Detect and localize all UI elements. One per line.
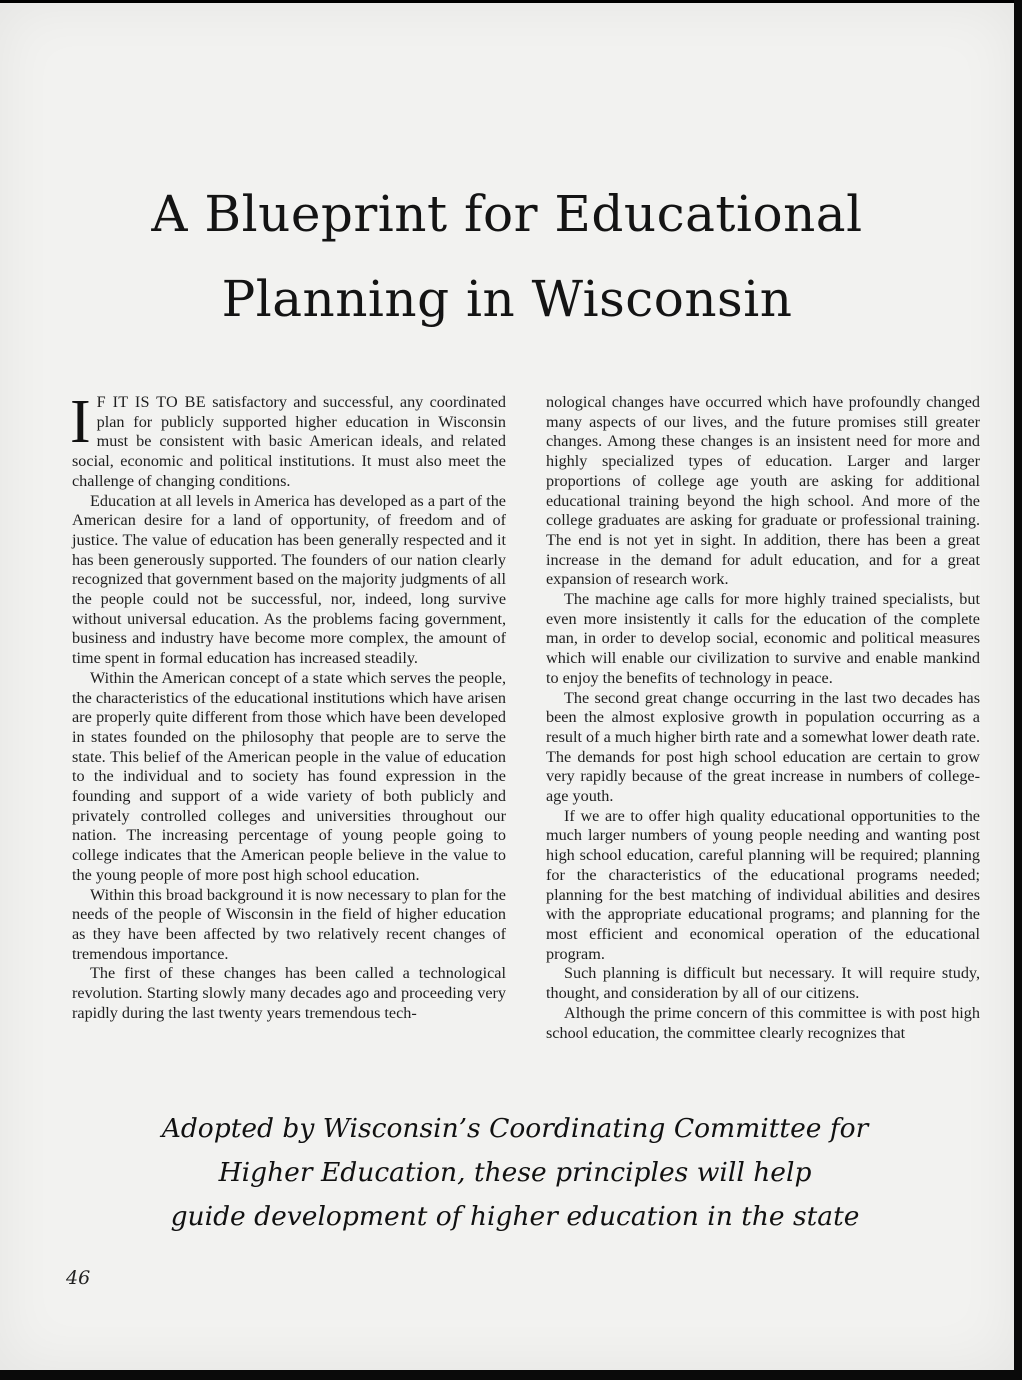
continued-paragraph: nological changes have occurred which have profoundly changed many aspects of our lives, and the future promises still greater changes. Among these changes is an insistent need for more and highly specialized types of education. Larger and larger proportions of college age youth are asking for additional educational training beyond the high school. And more of the college graduates are asking for graduate or professional training. The end is not yet in sight. In addition, there has been a great increase in the demand for adult education, and for a great expansion of research work. xyxy=(546,393,980,589)
intro-lead-caps: F IT IS TO BE xyxy=(96,393,206,411)
body-paragraph: Such planning is difficult but necessary. It will require study, thought, and consideration by all of our citizens. xyxy=(546,964,980,1003)
intro-body: satisfactory and successful, any coordinated plan for publicly supported higher education in Wisconsin must be consistent with basic American ideals, and related social, economic and political institutions. It must also meet the challenge of changing conditions. xyxy=(72,393,506,490)
body-paragraph: The first of these changes has been called a technological revolution. Starting slowly many decades ago and proceeding very rapidly during the last twenty years tremendous tech- xyxy=(72,964,506,1022)
tagline-line-1: Adopted by Wisconsin’s Coordinating Committee for xyxy=(161,1113,869,1144)
article-title-line-1: A Blueprint for Educational xyxy=(151,185,863,243)
magazine-page xyxy=(0,3,1014,1370)
right-text-column xyxy=(546,393,980,1043)
body-paragraph: Education at all levels in America has developed as a part of the American desire for a land of opportunity, of freedom and of justice. The value of education has been generally respected and it has been generously supported. The founders of our nation clearly recognized that government based on the majority judgments of all the people could not be successful, nor, indeed, long survive without universal education. As the problems facing government, business and industry have become more complex, the amount of time spent in formal education has increased steadily. xyxy=(72,491,506,668)
tagline-line-2: Higher Education, these principles will help xyxy=(218,1157,812,1188)
scan-edge-bottom xyxy=(0,1370,1022,1380)
page-number: 46 xyxy=(66,1267,91,1289)
body-paragraph: Within the American concept of a state which serves the people, the characteristics of the educational institutions which have arisen are properly quite different from those which have been developed in states founded on the philosophy that people are to serve the state. This belief of the American people in the value of education to the individual and to society has found expression in the founding and support of a wide variety of both publicly and privately controlled colleges and universities throughout our nation. The increasing percentage of young people going to college indicates that the American people believe in the value to the young people of more post high school education. xyxy=(72,668,506,884)
intro-paragraph xyxy=(70,388,506,492)
body-paragraph: Within this broad background it is now necessary to plan for the needs of the people of Wisconsin in the field of higher education as they have been affected by two relatively recent changes of tremendous importance. xyxy=(72,885,506,963)
body-paragraph: The machine age calls for more highly trained specialists, but even more insistently it calls for the education of the complete man, in order to develop social, economic and political measures which will enable our civilization to survive and enable mankind to enjoy the benefits of technology in peace. xyxy=(546,590,980,687)
tagline-line-3: guide development of higher education in the state xyxy=(170,1201,860,1232)
body-paragraph: The second great change occurring in the last two decades has been the almost explosive growth in population occurring as a result of a much higher birth rate and a somewhat lower death rate. The demands for post high school education are certain to grow very rapidly because of the great increase in numbers of college-age youth. xyxy=(546,688,980,806)
article-title-line-2: Planning in Wisconsin xyxy=(221,270,793,328)
drop-cap: I xyxy=(70,388,91,456)
body-paragraph: Although the prime concern of this committee is with post high school education, the committee clearly recognizes that xyxy=(546,1003,980,1042)
body-paragraph: If we are to offer high quality educational opportunities to the much larger numbers of young people needing and wanting post high school education, careful planning will be required; planning for the characteristics of the educational programs needed; planning for the best matching of individual abilities and desires with the appropriate educational programs; and planning for the most efficient and economical operation of the educational program. xyxy=(546,806,980,963)
italic-tagline xyxy=(0,1107,1014,1239)
scan-edge-right xyxy=(1014,0,1022,1380)
left-text-column xyxy=(70,388,506,1024)
